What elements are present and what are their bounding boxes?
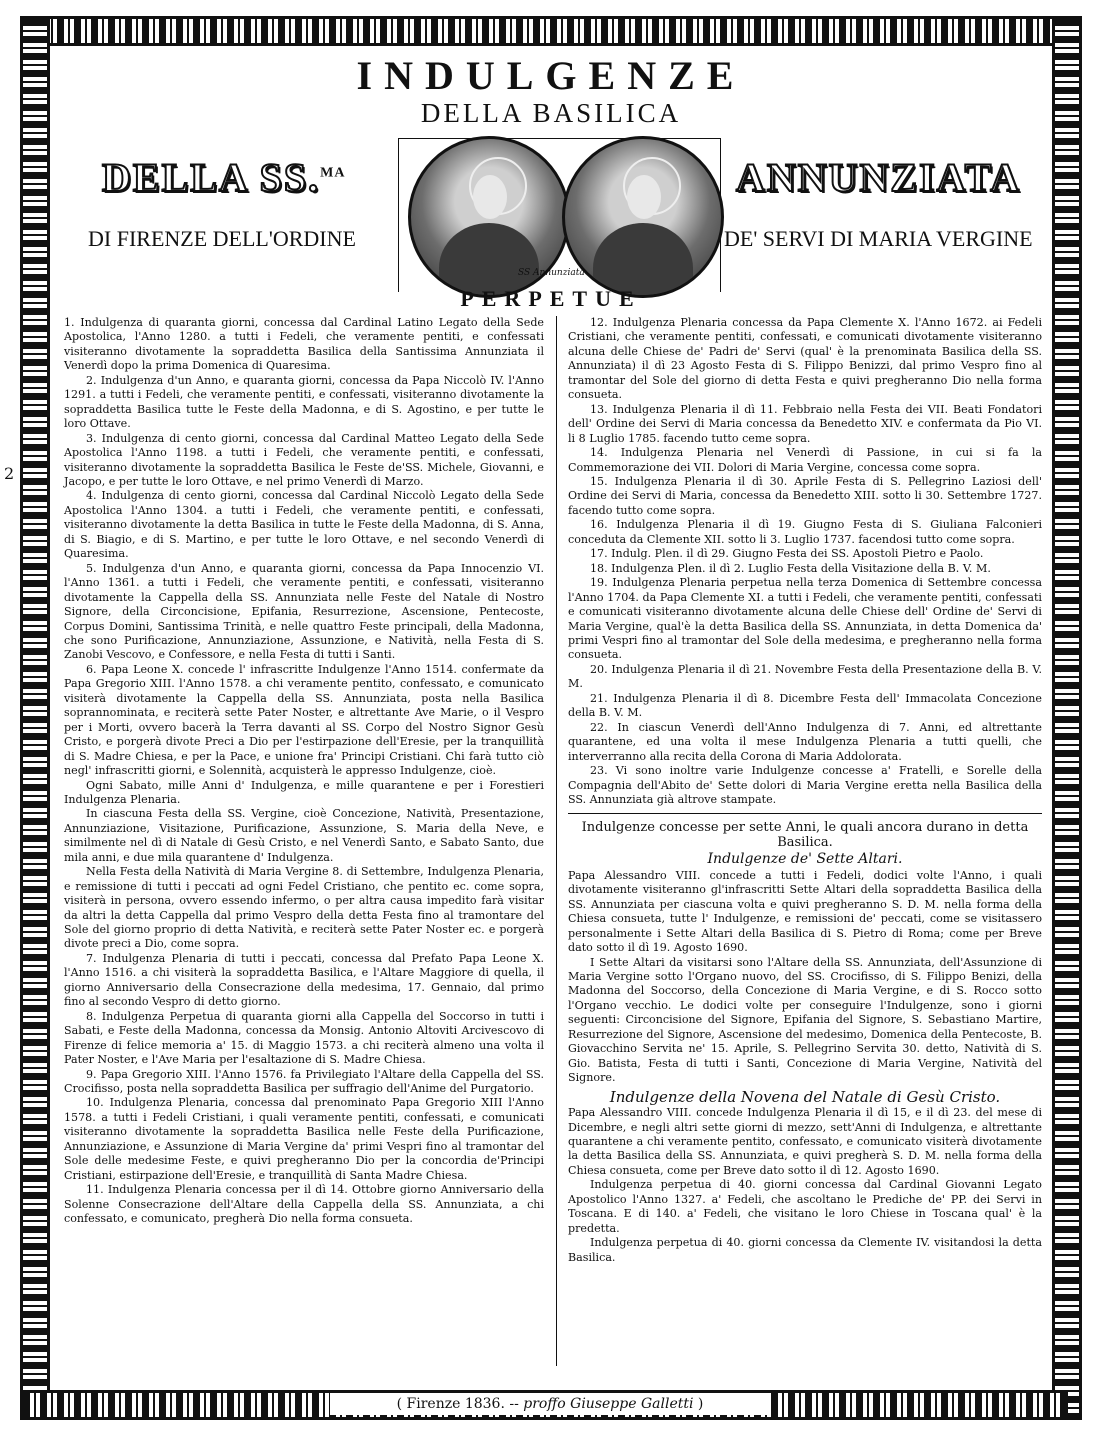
section-heading-novena: Indulgenze della Novena del Natale di Gesù Cristo. [609, 1087, 1001, 1106]
footer-signature: proffo Giuseppe Galletti [523, 1396, 694, 1412]
paragraph: 18. Indulgenza Plen. il dì 2. Luglio Festa della Visitazione della B. V. M. [590, 561, 991, 575]
section-heading-temporary: Indulgenze concesse per sette Anni, le quali ancora durano in detta Basilica. [581, 820, 1029, 851]
paragraph: 17. Indulg. Plen. il dì 29. Giugno Festa dei SS. Apostoli Pietro e Paolo. [590, 547, 984, 561]
left-column [64, 316, 544, 1227]
column-divider [556, 316, 557, 1366]
virgin-medallion-image [562, 136, 724, 298]
document-sheet [56, 50, 1046, 1386]
paragraph: 20. Indulgenza Plenaria il dì 21. Novembre Festa della Presentazione della B. V. M. [568, 662, 1042, 691]
paragraph: Nella Festa della Natività di Maria Vergine 8. di Settembre, Indulgenza Plenaria, e remissione di tutti i peccati ad ogni Fedel Cristiano, che pentito ec. come sopra, visiterà in persona, ovvero essendo infermo, o per altra causa impedito farà visitar da altri la detta Cappella dal primo Vespro della detta Festa fino al tramontare del Sole del giorno proprio di detta Natività, e reciterà sette Pater Noster ec. e porgerà divote preci a Dio, come sopra. [64, 865, 544, 951]
paragraph: 1. Indulgenza di quaranta giorni, concessa dal Cardinal Latino Legato della Sede Apostolica, l'Anno 1280. a tutti i Fedeli, che veramente pentiti, e confessati visiteranno divotamente la sopraddetta Basilica della Santissima Annunziata il Venerdì dopo la prima Domenica di Quaresima. [64, 316, 544, 373]
footer-place-date: ( Firenze 1836. -- [396, 1396, 519, 1412]
heading-left-small: DI FIRENZE DELL'ORDINE [88, 226, 356, 251]
margin-mark: 2 [4, 464, 15, 483]
right-column [568, 316, 1042, 1265]
border-right [1052, 16, 1082, 1420]
footer-close: ) [697, 1396, 704, 1412]
paragraph: Papa Alessandro VIII. concede Indulgenza Plenaria il dì 15, e il dì 23. del mese di Dicembre, e negli altri sette giorni di mezzo, sett'Anni di Indulgenza, e altrettante quarantene a chi veramente pentito, confessato, e comunicato visiterà divotamente la detta Basilica della SS. Annunziata, e quivi pregherà S. D. M. nella forma della Chiesa consueta, come per Breve dato sotto il dì 12. Agosto 1690. [568, 1106, 1042, 1177]
medallion-caption: SS Annunziata [518, 268, 585, 278]
footer-imprint [330, 1393, 770, 1415]
paragraph: 10. Indulgenza Plenaria, concessa dal prenominato Papa Gregorio XIII l'Anno 1578. a tutti i Fedeli Cristiani, i quali veramente pentiti, confessati, e comunicati visiteranno divotamente la sopraddetta Basilica nelle Feste della Purificazione, Annunziazione, e Assunzione di Maria Vergine da' primi Vespri fino al tramontar del Sole delle medesime Feste, e quivi pregheranno Dio per la concordia de'Principi Cristiani, estirpazione dell'Eresie, e tranquillità di Santa Madre Chiesa. [64, 1096, 544, 1182]
heading-left-large: DELLA SS.$^{MA}$ [102, 155, 346, 200]
section-title-perpetue: PERPETUE [460, 286, 642, 311]
border-top [20, 16, 1068, 46]
page-subtitle: DELLA BASILICA [420, 98, 682, 128]
paragraph: 22. In ciascun Venerdì dell'Anno Indulgenza di 7. Anni, ed altrettante quarantene, ed una volta il mese Indulgenza Plenaria a tutti quelli, che interverranno alla recita della Corona di Maria Addolorata. [568, 720, 1042, 763]
paragraph: 2. Indulgenza d'un Anno, e quaranta giorni, concessa da Papa Niccolò IV. l'Anno 1291. a tutti i Fedeli, che veramente pentiti, e confessati, visiteranno divotamente la sopraddetta Basilica tutte le Feste della Madonna, e di S. Agostino, e per tutte le loro Ottave. [64, 373, 544, 431]
section-divider [568, 813, 1042, 814]
medallion-frame-left [398, 138, 399, 292]
paragraph: Indulgenza perpetua di 40. giorni concessa da Clemente IV. visitandosi la detta Basilica. [568, 1236, 1042, 1264]
paragraph: 6. Papa Leone X. concede l' infrascritte Indulgenze l'Anno 1514. confermate da Papa Gregorio XIII. l'Anno 1578. a chi veramente pentito, confessato, e comunicato visiterà divotamente la Cappella della SS. Annunziata, posta nella Basilica soprannominata, e reciterà sette Pater Noster, e altrettante Ave Marie, o il Vespro per i Morti, ovvero bacerà la Terra davanti al SS. Corpo del Nostro Signor Gesù Cristo, e porgerà divote Preci a Dio per l'estirpazione dell'Eresie, per la tranquillità di S. Madre Chiesa, e per la Pace, e unione fra' Principi Cristiani. Chi farà tutto ciò negl' infrascritti giorni, e Solennità, acquisterà le appresso Indulgenze, cioè. [64, 662, 544, 778]
paragraph: 7. Indulgenza Plenaria di tutti i peccati, concessa dal Prefato Papa Leone X. l'Anno 1516. a chi visiterà la sopraddetta Basilica, e l'Altare Maggiore di quella, il giorno Anniversario della Consecrazione della medesima, 17. Gennaio, dal primo fino al secondo Vespro di detto giorno. [64, 951, 544, 1009]
paragraph: 4. Indulgenza di cento giorni, concessa dal Cardinal Niccolò Legato della Sede Apostolica l'Anno 1304. a tutti i Fedeli, che veramente pentiti, e confessati, visiteranno divotamente la detta Basilica in tutte le Feste della Madonna, di S. Anna, di S. Biagio, e di S. Martino, e per tutte le loro Ottave, e nel secondo Venerdì di Quaresima. [64, 489, 544, 561]
paragraph: 3. Indulgenza di cento giorni, concessa dal Cardinal Matteo Legato della Sede Apostolica l'Anno 1198. a tutti i Fedeli, che veramente pentiti, e confessati, visiteranno divotamente la sopraddetta Basilica le Feste de'SS. Michele, Giovanni, e Jacopo, e per tutte le loro Ottave, e nel primo Venerdì di Marzo. [64, 431, 544, 488]
paragraph: 14. Indulgenza Plenaria nel Venerdì di Passione, in cui si fa la Commemorazione dei VII. Dolori di Maria Vergine, concessa come sopra. [568, 446, 1042, 474]
paragraph: 8. Indulgenza Perpetua di quaranta giorni alla Cappella del Soccorso in tutti i Sabati, e Feste della Madonna, concessa da Monsig. Antonio Altoviti Arcivescovo di Firenze di felice memoria a' 15. di Maggio 1573. a chi reciterà almeno una volta il Pater Noster, e l'Ave Maria per l'esaltazione di S. Madre Chiesa. [64, 1009, 544, 1067]
paragraph: 11. Indulgenza Plenaria concessa per il dì 14. Ottobre giorno Anniversario della Solenne Consecrazione dell'Altare della Cappella della SS. Annunziata, a chi confessato, e comunicato, pregherà Dio nella forma consueta. [64, 1183, 544, 1226]
page-title: INDULGENZE [356, 53, 746, 98]
heading-right-large: ANNUNZIATA [736, 155, 1022, 200]
paragraph: I Sette Altari da visitarsi sono l'Altare della SS. Annunziata, dell'Assunzione di Maria Vergine sotto l'Organo nuovo, del SS. Crocifisso, di S. Filippo Benizi, della Madonna del Soccorso, della Concezione di Maria Vergine, e di S. Rocco sotto l'Organo vecchio. Le dodici volte per conseguire l'Indulgenze, sono i giorni seguenti: Circoncisione del Signore, Epifania del Signore, S. Sebastiano Martire, Resurrezione del Signore, Ascensione del medesimo, Domenica della Pentecoste, B. Giovacchino Servita ne' 15. Aprile, S. Pellegrino Servita 30. detto, Natività di S. Gio. Batista, Festa di tutti i Santi, Concezione di Maria Vergine, Natività del Signore. [568, 955, 1042, 1085]
paragraph: 23. Vi sono inoltre varie Indulgenze concesse a' Fratelli, e Sorelle della Compagnia dell'Abito de' Sette dolori di Maria Vergine eretta nella Basilica della SS. Annunziata già altrove stampate. [568, 764, 1042, 806]
paragraph: Ogni Sabato, mille Anni d' Indulgenza, e mille quarantene e per i Forestieri Indulgenza Plenaria. [64, 778, 544, 806]
heading-right-small: DE' SERVI DI MARIA VERGINE [724, 226, 1033, 251]
border-left [20, 16, 50, 1420]
paragraph: In ciascuna Festa della SS. Vergine, cioè Concezione, Natività, Presentazione, Annunziazione, Visitazione, Purificazione, Assunzione, S. Maria della Neve, e similmente nel dì di Natale di Gesù Cristo, e nel Venerdì Santo, e Sabato Santo, due mila anni, e due mila quarantene d' Indulgenza. [64, 807, 544, 864]
paragraph: 19. Indulgenza Plenaria perpetua nella terza Domenica di Settembre concessa l'Anno 1704. da Papa Clemente XI. a tutti i Fedeli, che veramente pentiti, confessati e comunicati visiteranno divotamente alcuna delle Chiese dell' Ordine de' Servi di Maria Vergine, qual'è la detta Basilica della SS. Annunziata, in detta Domenica da' primi Vespri fino al tramontar del Sole della medesima, e pregheranno nella forma consueta. [568, 576, 1042, 662]
paragraph: 16. Indulgenza Plenaria il dì 19. Giugno Festa di S. Giuliana Falconieri conceduta da Clemente XII. sotto li 3. Luglio 1737. facendosi tutto come sopra. [568, 518, 1042, 546]
paragraph: 21. Indulgenza Plenaria il dì 8. Dicembre Festa dell' Immacolata Concezione della B. V. M. [568, 691, 1042, 720]
paragraph: 12. Indulgenza Plenaria concessa da Papa Clemente X. l'Anno 1672. ai Fedeli Cristiani, che veramente pentiti, confessati, e comunicati divotamente visiteranno alcuna delle Chiese de' Padri de' Servi (qual' è la prenominata Basilica della SS. Annunziata) il dì 23 Agosto Festa di S. Filippo Benizzi, dal primo Vespro fino al tramontar del Sole del giorno di detta Festa e quivi pregheranno Dio nella forma consueta. [568, 316, 1042, 402]
paragraph: 13. Indulgenza Plenaria il dì 11. Febbraio nella Festa dei VII. Beati Fondatori dell' Ordine dei Servi di Maria concessa da Benedetto XIV. e confermata da Pio VI. li 8 Luglio 1785. facendo tutto ceme sopra. [568, 402, 1042, 445]
paragraph: 9. Papa Gregorio XIII. l'Anno 1576. fa Privilegiato l'Altare della Cappella del SS. Crocifisso, posta nella sopraddetta Basilica per suffragio dell'Anime del Purgatorio. [64, 1067, 544, 1096]
paragraph: 5. Indulgenza d'un Anno, e quaranta giorni, concessa da Papa Innocenzio VI. l'Anno 1361. a tutti i Fedeli, che veramente pentiti, e confessati, visiteranno divotamente la Cappella della SS. Annunziata nelle Feste del Natale di Nostro Signore, della Circoncisione, Epifania, Resurrezione, Ascensione, Pentecoste, Corpus Domini, Santissima Trinità, e nelle quattro Feste principali, della Madonna, che sono Purificazione, Annunziazione, Assunzione, e Natività, nella Festa di S. Zanobi Vescovo, e Confessore, e nella Festa di tutti i Santi. [64, 561, 544, 662]
section-subheading-altari: Indulgenze de' Sette Altari. [707, 851, 903, 868]
medallion-frame-top [398, 138, 720, 139]
paragraph: Indulgenza perpetua di 40. giorni concessa dal Cardinal Giovanni Legato Apostolico l'Anno 1327. a' Fedeli, che ascoltano le Prediche de' PP. dei Servi in Toscana. E di 140. a' Fedeli, che visitano le loro Chiese in Toscana qual' è la predetta. [568, 1178, 1042, 1235]
paragraph: Papa Alessandro VIII. concede a tutti i Fedeli, dodici volte l'Anno, i quali divotamente visiteranno gl'infrascritti Sette Altari della sopraddetta Basilica della SS. Annunziata per ciascuna volta e quivi pregheranno S. D. M. nella forma della Chiesa consueta, tutte l' Indulgenze, e remissioni de' peccati, come se visitassero personalmente i Sette Altari della Basilica di S. Pietro di Roma; come per Breve dato sotto il dì 19. Agosto 1690. [568, 868, 1042, 955]
paragraph: 15. Indulgenza Plenaria il dì 30. Aprile Festa di S. Pellegrino Laziosi dell' Ordine dei Servi di Maria, concessa da Benedetto XIII. sotto li 30. Settembre 1727. facendo tutto come sopra. [568, 474, 1042, 517]
